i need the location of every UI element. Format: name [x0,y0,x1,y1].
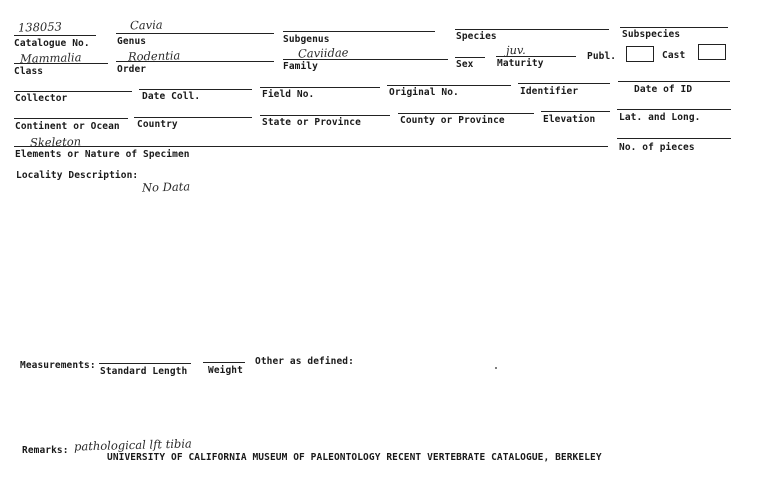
order-line [116,61,274,62]
locality-value: No Data [141,179,191,195]
cast-checkbox[interactable] [698,44,726,60]
date-of-id-label: Date of ID [634,84,693,95]
standard-length-label: Standard Length [100,366,188,377]
county-line [398,113,534,114]
elevation-line [541,111,610,112]
state-line [260,115,390,116]
elevation-label: Elevation [543,114,596,125]
catalogue-no-line [14,35,96,36]
genus-line [116,33,274,34]
catalogue-no-value: 138053 [17,19,63,35]
weight-label: Weight [208,365,243,376]
genus-value: Cavia [129,17,163,33]
collector-label: Collector [15,93,68,104]
genus-label: Genus [117,36,147,47]
subgenus-label: Subgenus [283,34,330,45]
species-line [455,29,609,30]
subspecies-line [620,27,728,28]
state-label: State or Province [262,117,361,128]
remarks-value: pathological lft tibia [73,436,193,454]
maturity-line [496,56,576,57]
country-label: Country [137,119,178,130]
county-label: County or Province [400,115,505,126]
continent-line [14,118,128,119]
maturity-value: juv. [505,42,526,58]
order-label: Order [117,64,147,75]
family-value: Caviidae [297,45,349,61]
field-no-line [260,87,380,88]
stray-mark [495,367,497,369]
lat-long-line [617,109,731,110]
class-label: Class [14,66,44,77]
original-no-label: Original No. [389,87,459,98]
publ-checkbox[interactable] [626,46,654,62]
locality-label: Locality Description: [16,170,139,181]
publ-label: Publ. [587,51,617,62]
collector-line [14,91,132,92]
lat-long-label: Lat. and Long. [619,112,701,123]
cast-label: Cast [662,50,686,61]
standard-length-line [99,363,191,364]
species-label: Species [456,31,497,42]
sex-label: Sex [456,59,474,70]
weight-line [203,362,245,363]
no-of-pieces-line [617,138,731,139]
maturity-label: Maturity [497,58,544,69]
identifier-line [518,83,610,84]
no-of-pieces-label: No. of pieces [619,142,695,153]
original-no-line [387,85,511,86]
other-label: Other as defined: [255,356,354,367]
elements-value: Skeleton [29,134,82,150]
subspecies-label: Subspecies [622,29,681,40]
field-no-label: Field No. [262,89,315,100]
family-label: Family [283,61,318,72]
class-value: Mammalia [19,50,82,66]
remarks-label: Remarks: [22,445,69,456]
continent-label: Continent or Ocean [15,121,120,132]
family-line [283,59,448,60]
elements-label: Elements or Nature of Specimen [15,149,190,160]
footer-text: UNIVERSITY OF CALIFORNIA MUSEUM OF PALEONTOLOGY RECENT VERTEBRATE CATALOGUE, BERKELEY [107,452,602,463]
elements-line [14,146,608,147]
date-coll-label: Date Coll. [142,91,201,102]
country-line [134,117,252,118]
catalogue-no-label: Catalogue No. [14,38,90,49]
order-value: Rodentia [127,48,181,64]
sex-line [455,57,485,58]
class-line [14,63,108,64]
date-coll-line [139,89,252,90]
measurements-label: Measurements: [20,360,96,371]
subgenus-line [283,31,435,32]
date-of-id-line [618,81,730,82]
identifier-label: Identifier [520,86,579,97]
